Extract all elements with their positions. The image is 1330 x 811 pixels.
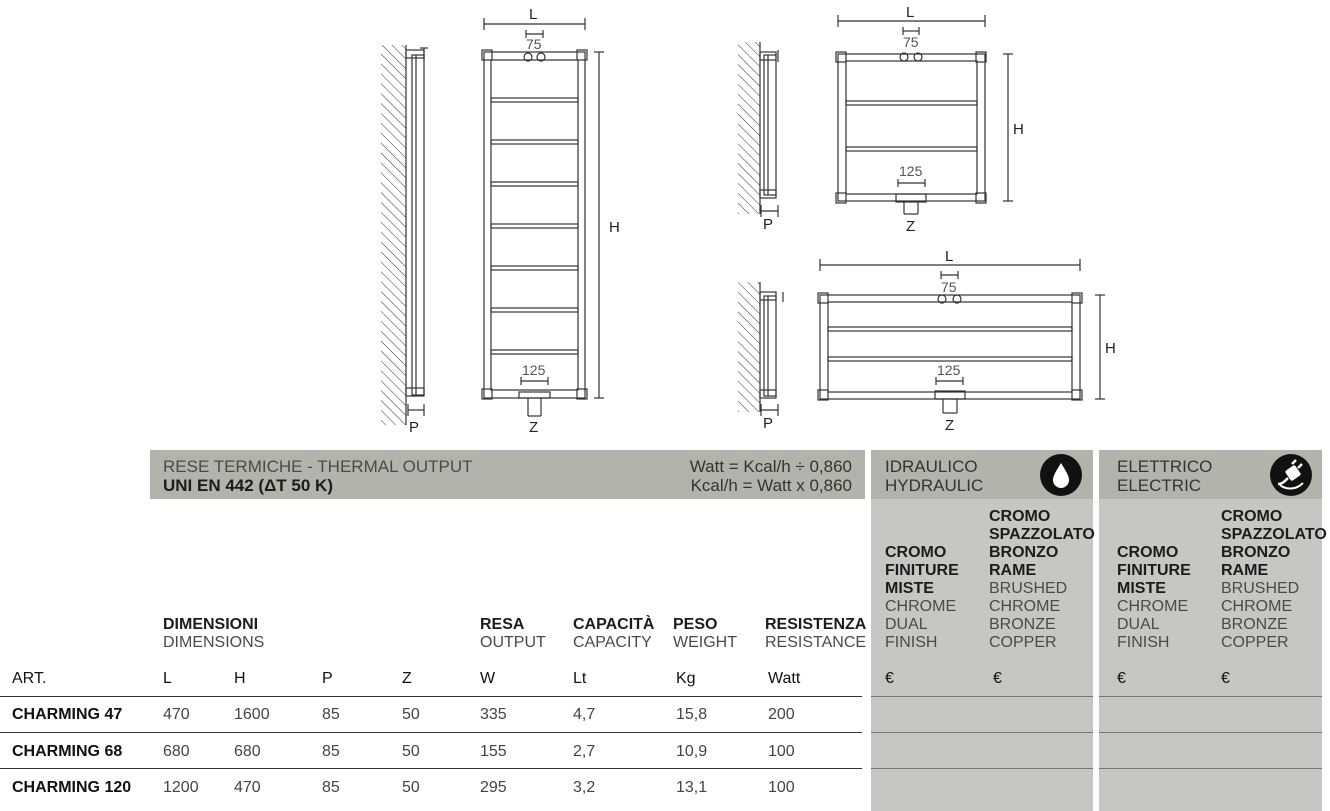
finish-label-en: BRONZE bbox=[1221, 616, 1288, 633]
header-it: CAPACITÀ bbox=[573, 616, 655, 633]
conversion-formula bbox=[690, 457, 852, 495]
table-rule bbox=[0, 732, 862, 733]
cell-z: 50 bbox=[402, 779, 420, 796]
header-it: PESO bbox=[673, 616, 718, 633]
unit-watt: Watt bbox=[768, 670, 801, 687]
side-view-tall bbox=[381, 45, 428, 425]
finish-label-en: CHROME bbox=[989, 598, 1061, 615]
cell-p: 85 bbox=[322, 743, 340, 760]
finish-label-en: BRUSHED bbox=[989, 580, 1068, 597]
unit-art: ART. bbox=[12, 670, 47, 687]
electric-title bbox=[1117, 457, 1212, 495]
unit-euro: € bbox=[993, 670, 1002, 687]
electric-finish-col1 bbox=[1117, 544, 1191, 652]
dim-75-label: 75 bbox=[526, 36, 542, 52]
finish-label-en: BRUSHED bbox=[1221, 580, 1300, 597]
cell-z: 50 bbox=[402, 743, 420, 760]
cell-watt: 200 bbox=[768, 706, 795, 723]
finish-label-en: CHROME bbox=[1117, 598, 1189, 615]
cell-l: 680 bbox=[163, 743, 190, 760]
conversion-line1: Watt = Kcal/h ÷ 0,860 bbox=[689, 457, 852, 476]
hydraulic-finish-col2 bbox=[989, 508, 1095, 652]
electric-finish-col2 bbox=[1221, 508, 1327, 652]
unit-euro: € bbox=[885, 670, 894, 687]
unit-l: L bbox=[163, 670, 172, 687]
dim-h-label: H bbox=[1013, 121, 1024, 138]
side-view-square bbox=[738, 42, 778, 217]
art-name: CHARMING 120 bbox=[12, 779, 132, 796]
cell-lt: 2,7 bbox=[573, 743, 596, 760]
finish-label: SPAZZOLATO bbox=[1221, 526, 1327, 543]
cell-watt: 100 bbox=[768, 779, 795, 796]
plug-icon bbox=[1270, 454, 1312, 496]
front-view-wide bbox=[818, 259, 1105, 413]
unit-euro: € bbox=[1117, 670, 1126, 687]
finish-label: CROMO bbox=[1117, 544, 1179, 561]
finish-label-en: COPPER bbox=[1221, 634, 1289, 651]
header-en: OUTPUT bbox=[480, 634, 546, 651]
water-drop-icon bbox=[1040, 454, 1082, 496]
unit-p: P bbox=[322, 670, 333, 687]
cell-h: 680 bbox=[234, 743, 261, 760]
cell-l: 470 bbox=[163, 706, 190, 723]
cell-kg: 10,9 bbox=[676, 743, 708, 760]
hydraulic-line1: IDRAULICO bbox=[885, 457, 978, 476]
dim-75-label: 75 bbox=[903, 34, 919, 50]
electric-line1: ELETTRICO bbox=[1117, 457, 1213, 476]
front-view-tall bbox=[482, 18, 604, 416]
hydraulic-title bbox=[885, 457, 983, 495]
unit-euro: € bbox=[1221, 670, 1230, 687]
cell-p: 85 bbox=[322, 779, 340, 796]
finish-label: BRONZO bbox=[1221, 544, 1291, 561]
header-it: RESISTENZA bbox=[765, 616, 867, 633]
dim-p-label: P bbox=[763, 415, 774, 432]
cell-kg: 15,8 bbox=[676, 706, 708, 723]
cell-w: 155 bbox=[480, 743, 507, 760]
table-rule bbox=[871, 768, 1093, 769]
finish-label-en: FINISH bbox=[1117, 634, 1170, 651]
finish-label-en: DUAL bbox=[885, 616, 928, 633]
cell-lt: 3,2 bbox=[573, 779, 596, 796]
table-rule bbox=[871, 732, 1093, 733]
finish-label: MISTE bbox=[1117, 580, 1166, 597]
unit-z: Z bbox=[402, 670, 412, 687]
finish-label: FINITURE bbox=[1117, 562, 1191, 579]
table-rule bbox=[0, 768, 862, 769]
cell-watt: 100 bbox=[768, 743, 795, 760]
unit-w: W bbox=[480, 670, 496, 687]
finish-label: CROMO bbox=[885, 544, 947, 561]
table-rule bbox=[871, 696, 1093, 697]
table-rule bbox=[1099, 732, 1322, 733]
finish-label: FINITURE bbox=[885, 562, 959, 579]
header-en: RESISTANCE bbox=[765, 634, 867, 651]
finish-label-en: COPPER bbox=[989, 634, 1057, 651]
header-en: WEIGHT bbox=[673, 634, 737, 651]
table-rule bbox=[1099, 768, 1322, 769]
finish-label-en: DUAL bbox=[1117, 616, 1160, 633]
finish-label: BRONZO bbox=[989, 544, 1059, 561]
dim-z-label: Z bbox=[529, 419, 539, 436]
table-rule bbox=[0, 696, 862, 697]
cell-l: 1200 bbox=[163, 779, 199, 796]
finish-label-en: CHROME bbox=[1221, 598, 1293, 615]
dim-l-label: L bbox=[945, 248, 954, 265]
cell-w: 295 bbox=[480, 779, 507, 796]
finish-label: CROMO bbox=[1221, 508, 1283, 525]
thermal-output-title bbox=[163, 457, 473, 495]
art-name: CHARMING 47 bbox=[12, 706, 123, 723]
cell-z: 50 bbox=[402, 706, 420, 723]
unit-h: H bbox=[234, 670, 246, 687]
dim-h-label: H bbox=[609, 219, 620, 236]
electric-line2: ELECTRIC bbox=[1117, 476, 1202, 495]
thermal-output-standard: UNI EN 442 (ΔT 50 K) bbox=[163, 476, 333, 495]
dim-125-label: 125 bbox=[522, 362, 546, 378]
cell-p: 85 bbox=[322, 706, 340, 723]
capacity-header bbox=[573, 616, 654, 652]
finish-label: CROMO bbox=[989, 508, 1051, 525]
dim-75-label: 75 bbox=[941, 279, 957, 295]
unit-lt: Lt bbox=[573, 670, 587, 687]
dim-125-label: 125 bbox=[899, 163, 923, 179]
dimensions-header bbox=[163, 616, 264, 652]
header-it: RESA bbox=[480, 616, 525, 633]
dim-p-label: P bbox=[409, 419, 420, 436]
front-view-square bbox=[836, 15, 1013, 214]
finish-label-en: FINISH bbox=[885, 634, 938, 651]
hydraulic-finish-col1 bbox=[885, 544, 959, 652]
dim-h-label: H bbox=[1105, 340, 1116, 357]
header-en: DIMENSIONS bbox=[163, 634, 265, 651]
output-header bbox=[480, 616, 546, 652]
side-view-wide bbox=[738, 282, 783, 416]
finish-label: MISTE bbox=[885, 580, 934, 597]
finish-label: RAME bbox=[989, 562, 1037, 579]
art-name: CHARMING 68 bbox=[12, 743, 123, 760]
conversion-line2: Kcal/h = Watt x 0,860 bbox=[690, 476, 852, 495]
cell-lt: 4,7 bbox=[573, 706, 596, 723]
cell-kg: 13,1 bbox=[676, 779, 708, 796]
finish-label-en: BRONZE bbox=[989, 616, 1056, 633]
dim-l-label: L bbox=[906, 4, 915, 21]
finish-label: SPAZZOLATO bbox=[989, 526, 1095, 543]
cell-h: 470 bbox=[234, 779, 261, 796]
header-it: DIMENSIONI bbox=[163, 616, 259, 633]
unit-kg: Kg bbox=[676, 670, 696, 687]
resistance-header bbox=[765, 616, 866, 652]
finish-label-en: CHROME bbox=[885, 598, 957, 615]
finish-label: RAME bbox=[1221, 562, 1269, 579]
weight-header bbox=[673, 616, 737, 652]
dim-125-label: 125 bbox=[937, 362, 961, 378]
dim-p-label: P bbox=[763, 216, 774, 233]
dim-z-label: Z bbox=[945, 417, 955, 434]
thermal-output-line1: RESE TERMICHE - THERMAL OUTPUT bbox=[163, 457, 473, 476]
cell-w: 335 bbox=[480, 706, 507, 723]
table-rule bbox=[1099, 696, 1322, 697]
hydraulic-line2: HYDRAULIC bbox=[885, 476, 984, 495]
dim-z-label: Z bbox=[906, 218, 916, 235]
header-en: CAPACITY bbox=[573, 634, 652, 651]
dim-l-label: L bbox=[529, 6, 538, 23]
cell-h: 1600 bbox=[234, 706, 270, 723]
